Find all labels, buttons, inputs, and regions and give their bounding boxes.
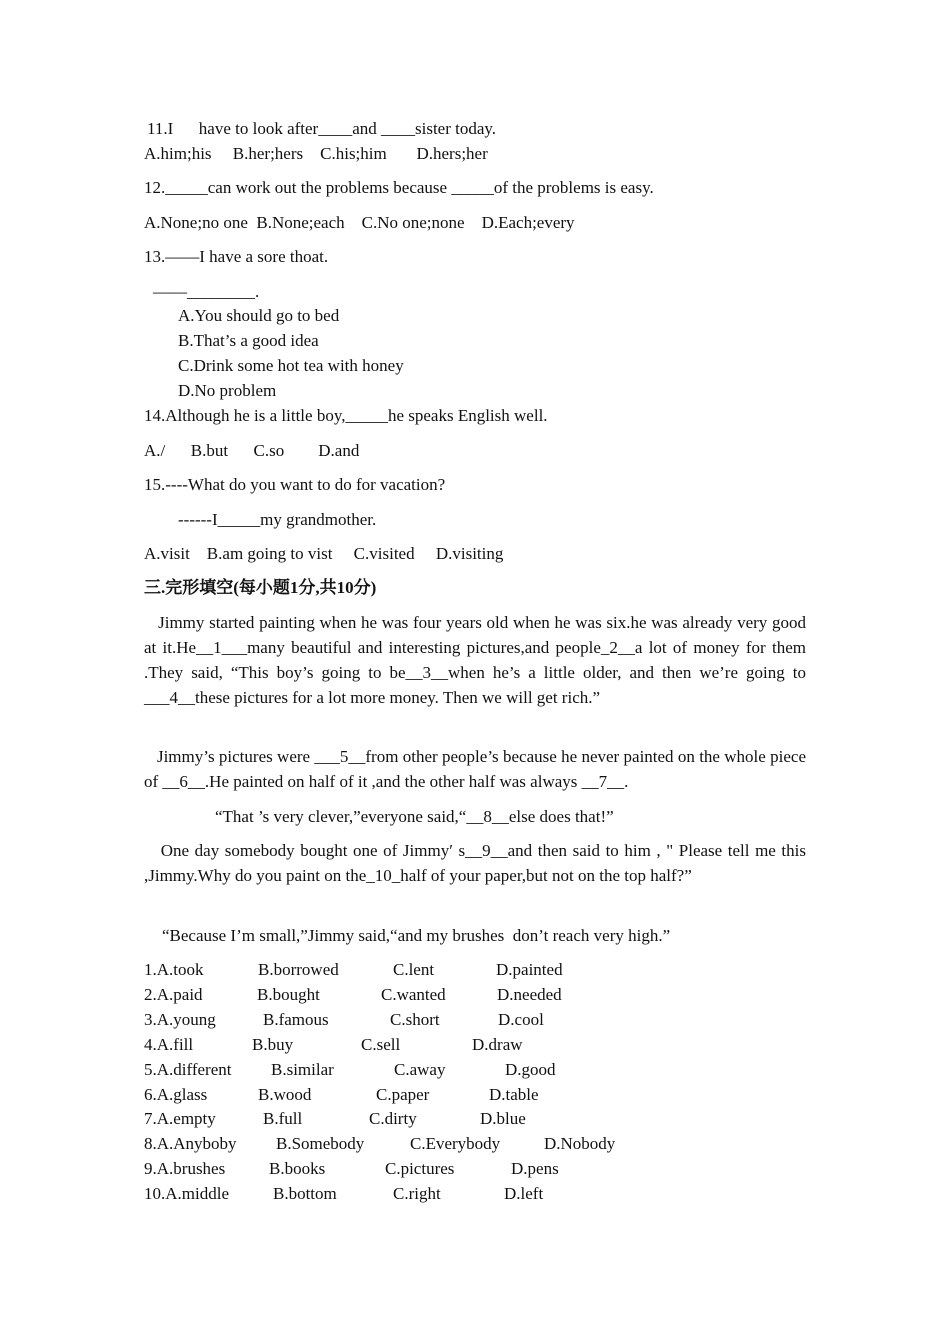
answer-6-b: B.wood bbox=[258, 1085, 312, 1104]
answer-1-a: 1.A.took bbox=[144, 960, 204, 979]
answer-5-b: B.similar bbox=[271, 1060, 334, 1079]
q13-option-c: C.Drink some hot tea with honey bbox=[178, 356, 404, 375]
q12-options: A.None;no one B.None;each C.No one;none D.Each;every bbox=[144, 213, 575, 232]
q15-options: A.visit B.am going to vist C.visited D.visiting bbox=[144, 544, 504, 563]
answer-2-a: 2.A.paid bbox=[144, 985, 203, 1004]
answer-1-d: D.painted bbox=[496, 960, 563, 979]
answer-9-d: D.pens bbox=[511, 1159, 559, 1178]
answer-8-a: 8.A.Anyboby bbox=[144, 1134, 237, 1153]
answer-9-a: 9.A.brushes bbox=[144, 1159, 226, 1178]
q11-options: A.him;his B.her;hers C.his;him D.hers;her bbox=[144, 144, 488, 163]
answer-10-c: C.right bbox=[393, 1184, 441, 1203]
answer-2-d: D.needed bbox=[497, 985, 562, 1004]
answer-3-c: C.short bbox=[390, 1010, 440, 1029]
q14-options: A./ B.but C.so D.and bbox=[144, 441, 360, 460]
answer-2-b: B.bought bbox=[257, 985, 320, 1004]
q15-response: ------I_____my grandmother. bbox=[178, 510, 377, 529]
answer-7-d: D.blue bbox=[480, 1109, 526, 1128]
answer-3-d: D.cool bbox=[498, 1010, 544, 1029]
answer-7-c: C.dirty bbox=[369, 1109, 417, 1128]
q13-stem: 13.——I have a sore thoat. bbox=[144, 247, 329, 266]
answer-9-b: B.books bbox=[269, 1159, 326, 1178]
q12-stem: 12._____can work out the problems because _____of the problems is easy. bbox=[144, 178, 654, 197]
passage-paragraph-5: “Because I’m small,”Jimmy said,“and my brushes don’t reach very high.” bbox=[162, 926, 671, 945]
answer-6-d: D.table bbox=[489, 1085, 539, 1104]
answer-3-a: 3.A.young bbox=[144, 1010, 216, 1029]
answer-4-a: 4.A.fill bbox=[144, 1035, 194, 1054]
answer-8-b: B.Somebody bbox=[276, 1134, 365, 1153]
answer-7-a: 7.A.empty bbox=[144, 1109, 216, 1128]
passage-paragraph-1: Jimmy started painting when he was four years old when he was six.he was already very good at it.He__1___many beautiful and interesting pictures,and people_2__a lot of money for them .They said, “This boy’s going to be__3__when he’s a little older, and then we’re going to ___4__these pictures for a lot more money. Then we will get rich.” bbox=[144, 613, 811, 707]
answer-3-b: B.famous bbox=[263, 1010, 329, 1029]
q13-option-b: B.That’s a good idea bbox=[178, 331, 319, 350]
answer-1-b: B.borrowed bbox=[258, 960, 339, 979]
answer-6-a: 6.A.glass bbox=[144, 1085, 208, 1104]
answer-2-c: C.wanted bbox=[381, 985, 446, 1004]
answer-5-d: D.good bbox=[505, 1060, 556, 1079]
answer-5-c: C.away bbox=[394, 1060, 446, 1079]
answer-7-b: B.full bbox=[263, 1109, 303, 1128]
passage-paragraph-4: One day somebody bought one of Jimmy′ s__9__and then said to him , " Please tell me this ,Jimmy.Why do you paint on the_10_half of your paper,but not on the top half?” bbox=[144, 841, 811, 885]
answer-4-d: D.draw bbox=[472, 1035, 523, 1054]
q13-option-d: D.No problem bbox=[178, 381, 277, 400]
answer-10-d: D.left bbox=[504, 1184, 544, 1203]
answer-10-b: B.bottom bbox=[273, 1184, 337, 1203]
q15-stem: 15.----What do you want to do for vacation? bbox=[144, 475, 446, 494]
section3-heading: 三.完形填空(每小题1分,共10分) bbox=[144, 578, 377, 597]
answer-6-c: C.paper bbox=[376, 1085, 430, 1104]
q11-stem: 11.I have to look after____and ____sister today. bbox=[147, 119, 497, 138]
answer-4-c: C.sell bbox=[361, 1035, 401, 1054]
answer-9-c: C.pictures bbox=[385, 1159, 455, 1178]
answer-8-d: D.Nobody bbox=[544, 1134, 616, 1153]
answer-10-a: 10.A.middle bbox=[144, 1184, 229, 1203]
q14-stem: 14.Although he is a little boy,_____he speaks English well. bbox=[144, 406, 548, 425]
passage-paragraph-3: “That ’s very clever,”everyone said,“__8__else does that!” bbox=[215, 807, 614, 826]
answer-1-c: C.lent bbox=[393, 960, 435, 979]
answer-8-c: C.Everybody bbox=[410, 1134, 501, 1153]
q13-response: ——________. bbox=[153, 282, 260, 301]
q13-option-a: A.You should go to bed bbox=[178, 306, 340, 325]
answer-5-a: 5.A.different bbox=[144, 1060, 232, 1079]
answer-4-b: B.buy bbox=[252, 1035, 294, 1054]
passage-paragraph-2: Jimmy’s pictures were ___5__from other people’s because he never painted on the whole piece of __6__.He painted on half of it ,and the other half was always __7__. bbox=[144, 747, 811, 791]
